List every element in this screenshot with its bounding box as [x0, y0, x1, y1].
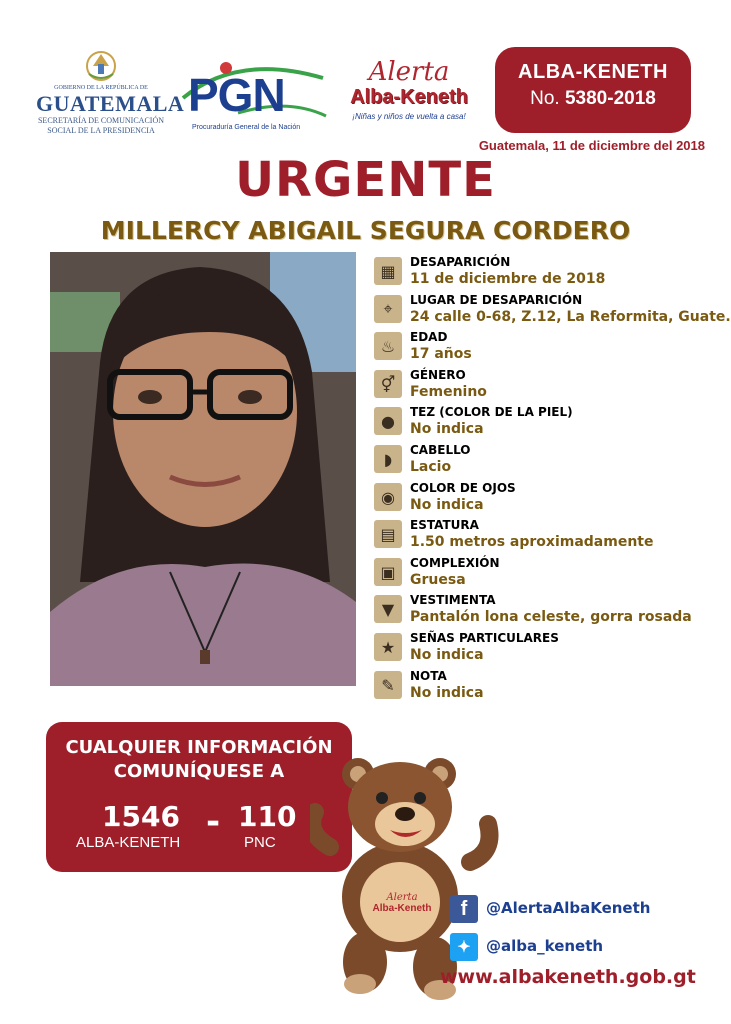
guatemala-government-logo [36, 44, 185, 154]
gov-sub-line-2: SOCIAL DE LA PRESIDENCIA [47, 126, 155, 135]
detail-value: Lacio [410, 459, 452, 475]
twitter-link[interactable] [450, 933, 710, 963]
phone-separator: - [206, 802, 221, 842]
missing-person-photo [50, 252, 356, 686]
detail-row [374, 255, 714, 291]
detail-label: GÉNERO [410, 368, 466, 382]
detail-row [374, 631, 714, 667]
detail-value: No indica [410, 685, 484, 701]
shirt-icon: ▼ [374, 595, 402, 623]
birthday-cake-icon: ♨ [374, 332, 402, 360]
detail-value: No indica [410, 647, 484, 663]
detail-label: LUGAR DE DESAPARICIÓN [410, 293, 583, 307]
detail-row [374, 293, 731, 329]
gov-sub-line-1: SECRETARÍA DE COMUNICACIÓN [37, 116, 165, 125]
case-number-line [495, 88, 691, 110]
detail-label: COLOR DE OJOS [410, 481, 516, 495]
detail-value: Pantalón lona celeste, gorra rosada [410, 609, 692, 625]
note-edit-icon: ✎ [374, 671, 402, 699]
detail-value: Femenino [410, 384, 487, 400]
detail-row [374, 669, 714, 705]
detail-row [374, 518, 714, 554]
detail-label: EDAD [410, 330, 448, 344]
eye-icon: ◉ [374, 483, 402, 511]
mascot-badge-word: Alerta [386, 892, 418, 903]
scale-icon: ▣ [374, 558, 402, 586]
detail-value: Gruesa [410, 572, 466, 588]
facebook-link[interactable] [450, 895, 710, 925]
twitter-bird-icon: ✦ [450, 933, 478, 961]
detail-value: 17 años [410, 346, 472, 362]
website-link[interactable]: www.albakeneth.gob.gt [440, 966, 696, 988]
detail-row [374, 330, 714, 366]
detail-row [374, 593, 714, 629]
detail-label: VESTIMENTA [410, 593, 496, 607]
mascot-badge [372, 892, 432, 914]
gov-country-name: GUATEMALA [36, 91, 185, 116]
publication-date: Guatemala, 11 de diciembre del 2018 [478, 138, 705, 153]
case-number-box [495, 47, 691, 133]
detail-label: NOTA [410, 669, 447, 683]
alerta-word: Alerta [368, 57, 450, 87]
hair-icon: ◗ [374, 445, 402, 473]
ruler-icon: ▤ [374, 520, 402, 548]
twitter-handle[interactable]: @alba_keneth [486, 937, 604, 955]
detail-value: No indica [410, 421, 484, 437]
alert-title: URGENTE [235, 152, 496, 208]
detail-label: TEZ (COLOR DE LA PIEL) [410, 405, 573, 419]
detail-row [374, 368, 714, 404]
calendar-icon: ▦ [374, 257, 402, 285]
portrait-illustration [50, 252, 356, 686]
pgn-full-name: Procuraduría General de la Nación [192, 124, 301, 131]
gender-icon: ⚥ [374, 370, 402, 398]
star-icon: ★ [374, 633, 402, 661]
missing-person-name: MILLERCY ABIGAIL SEGURA CORDERO [100, 216, 631, 245]
detail-value: 11 de diciembre de 2018 [410, 271, 606, 287]
alerta-alba-keneth-logo [340, 58, 478, 138]
facebook-handle[interactable]: @AlertaAlbaKeneth [486, 899, 651, 917]
detail-row [374, 443, 714, 479]
pgn-logo [178, 58, 328, 138]
gov-top-line: GOBIERNO DE LA REPÚBLICA DE [54, 85, 148, 91]
pnc-phone: 110 [238, 800, 297, 833]
case-title: ALBA-KENETH [518, 61, 668, 83]
detail-value: 1.50 metros aproximadamente [410, 534, 654, 550]
detail-value: 24 calle 0-68, Z.12, La Reformita, Guate. [410, 309, 731, 325]
case-number: 5380-2018 [564, 88, 656, 109]
alerta-name: Alba-Keneth [350, 86, 468, 108]
detail-value: No indica [410, 497, 484, 513]
detail-row [374, 556, 714, 592]
detail-label: COMPLEXIÓN [410, 556, 500, 570]
coat-of-arms-icon [81, 44, 121, 84]
bear-mascot-icon [310, 752, 500, 1002]
mascot-badge-name: Alba-Keneth [372, 903, 432, 914]
pnc-phone-label: PNC [244, 834, 276, 851]
location-pin-icon: ⌖ [374, 295, 402, 323]
detail-row [374, 481, 714, 517]
alba-keneth-phone: 1546 [102, 800, 180, 833]
detail-label: SEÑAS PARTICULARES [410, 631, 559, 645]
contact-heading-1: CUALQUIER INFORMACIÓN [65, 737, 333, 758]
detail-label: CABELLO [410, 443, 471, 457]
case-no-label: No. [530, 88, 560, 109]
contact-heading-2: COMUNÍQUESE A [113, 761, 285, 782]
facebook-icon: f [450, 895, 478, 923]
detail-row [374, 405, 714, 441]
alba-keneth-phone-label: ALBA-KENETH [76, 834, 181, 851]
alerta-tagline: ¡Niñas y niños de vuelta a casa! [352, 112, 466, 121]
contact-info-box [46, 722, 352, 872]
bear-mascot [310, 752, 500, 1002]
pgn-acronym: PGN [188, 69, 285, 121]
detail-label: DESAPARICIÓN [410, 255, 511, 269]
head-profile-icon: ● [374, 407, 402, 435]
detail-label: ESTATURA [410, 518, 479, 532]
